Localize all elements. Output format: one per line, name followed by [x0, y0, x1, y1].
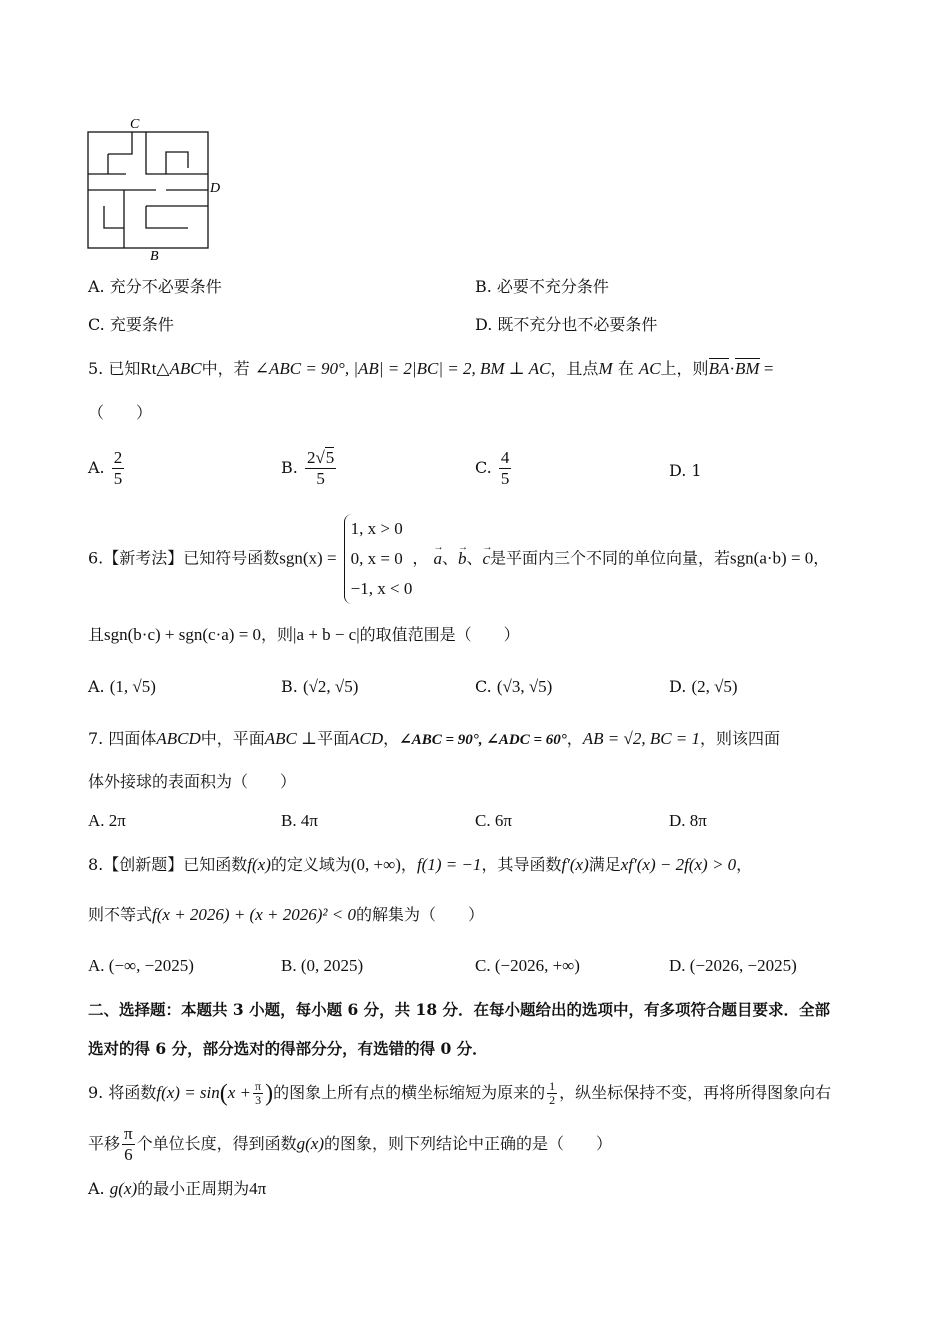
q5-option-a: A. $\frac{2}{5}$ — [88, 448, 123, 488]
maze-wall — [146, 206, 188, 228]
vector-bm: BM — [735, 359, 760, 378]
q9-stem: 9. 将函数f(x) = sin(x + $\frac{\pi}{3}$ )的图象上所有点的横坐标缩短为原来的 $\frac{1}{2}$ ，纵坐标保持不变，再将所得图象向右 — [88, 1079, 832, 1107]
q9-option-a: A. g(x)的最小正周期为4π — [88, 1179, 267, 1198]
maze-label-c: C — [130, 117, 140, 132]
q8-stem: 8.【创新题】已知函数f(x)的定义域为(0, +∞)，f(1) = −1，其导函数f′(x)满足xf′(x) − 2f(x) > 0， — [88, 855, 753, 874]
fraction: $\frac{4}{5}$ — [500, 448, 510, 488]
q6-stem-line2: 且sgn(b·c) + sgn(c·a) = 0，则|a + b − c|的取值范围是（ ） — [88, 625, 520, 644]
q8-option-d: D. (−2026, −2025) — [669, 956, 797, 975]
vector-ba: BA — [708, 359, 730, 378]
fraction: $\frac{2}{5}$ — [113, 448, 123, 488]
maze-wall — [166, 152, 188, 174]
q5-stem: 5. 已知Rt△ABC中，若 ∠ABC = 90°, |AB| = 2|BC| = 2, BM ⊥ AC，且点M 在 AC上，则BA·BM = — [88, 359, 774, 378]
q7-option-a: A. 2π — [88, 811, 126, 830]
q5-option-d: D. 1 — [669, 461, 702, 480]
q6-option-a: A. (1, √5) — [88, 677, 156, 696]
fraction: $\frac{1}{2}$ — [549, 1079, 556, 1107]
q7-option-d: D. 8π — [669, 811, 707, 830]
maze-figure — [80, 112, 240, 264]
q4-option-d: D. 既不充分也不必要条件 — [475, 315, 658, 334]
q6-stem: 6.【新考法】已知符号函数sgn(x) = 1, x > 0 0, x = 0 −1, x < 0 ， → a、→ b、→ c是平面内三个不同的单位向量，若sgn(a·b) = 0， — [88, 514, 829, 604]
q5-option-b: B. $\frac{2√5}{5}$ — [281, 448, 335, 488]
maze-label-b: B — [150, 249, 159, 264]
q6-option-d: D. (2, √5) — [669, 677, 738, 696]
q4-option-b: B. 必要不充分条件 — [475, 277, 609, 296]
q4-option-a: A. 充分不必要条件 — [88, 277, 222, 296]
fraction: $\frac{2√5}{5}$ — [306, 448, 335, 488]
q7-option-b: B. 4π — [281, 811, 318, 830]
q6-option-b: B. (√2, √5) — [281, 677, 359, 696]
q6-option-c: C. (√3, √5) — [475, 677, 553, 696]
q8-option-c: C. (−2026, +∞) — [475, 956, 580, 975]
maze-wall — [108, 132, 132, 154]
section-2-heading: 二、选择题：本题共 3 小题，每小题 6 分，共 18 分．在每小题给出的选项中，有多项符合题目要求．全部 — [88, 1000, 831, 1019]
q8-stem-line2: 则不等式f(x + 2026) + (x + 2026)² < 0的解集为（ ） — [88, 905, 484, 924]
section-2-instructions: 选对的得 6 分，部分选对的得部分分，有选错的得 0 分． — [88, 1039, 488, 1058]
q4-option-c: C. 充要条件 — [88, 315, 174, 334]
fraction: $\frac{\pi}{6}$ — [124, 1124, 133, 1164]
q7-stem-line2: 体外接球的表面积为（ ） — [88, 772, 297, 791]
maze-wall — [146, 132, 208, 174]
fraction: $\frac{\pi}{3}$ — [255, 1079, 262, 1107]
q7-option-c: C. 6π — [475, 811, 512, 830]
maze-wall — [104, 206, 124, 228]
q8-option-b: B. (0, 2025) — [281, 956, 364, 975]
piecewise-cases: 1, x > 0 0, x = 0 −1, x < 0 — [344, 514, 413, 604]
q5-answer-paren: （ ） — [88, 403, 153, 422]
maze-label-d: D — [210, 181, 221, 196]
q8-option-a: A. (−∞, −2025) — [88, 956, 194, 975]
q5-option-c: C. $\frac{4}{5}$ — [475, 448, 510, 488]
q7-stem: 7. 四面体ABCD中，平面ABC ⊥平面ACD，∠ABC = 90°, ∠ADC = 60°，AB = √2, BC = 1，则该四面 — [88, 729, 781, 748]
q5-condition: ∠ABC = 90°, |AB| = 2|BC| = 2, BM ⊥ AC — [254, 359, 551, 378]
q9-stem-line2: 平移 $\frac{\pi}{6}$ 个单位长度，得到函数g(x)的图象，则下列结论中正确的是（ ） — [88, 1124, 613, 1164]
